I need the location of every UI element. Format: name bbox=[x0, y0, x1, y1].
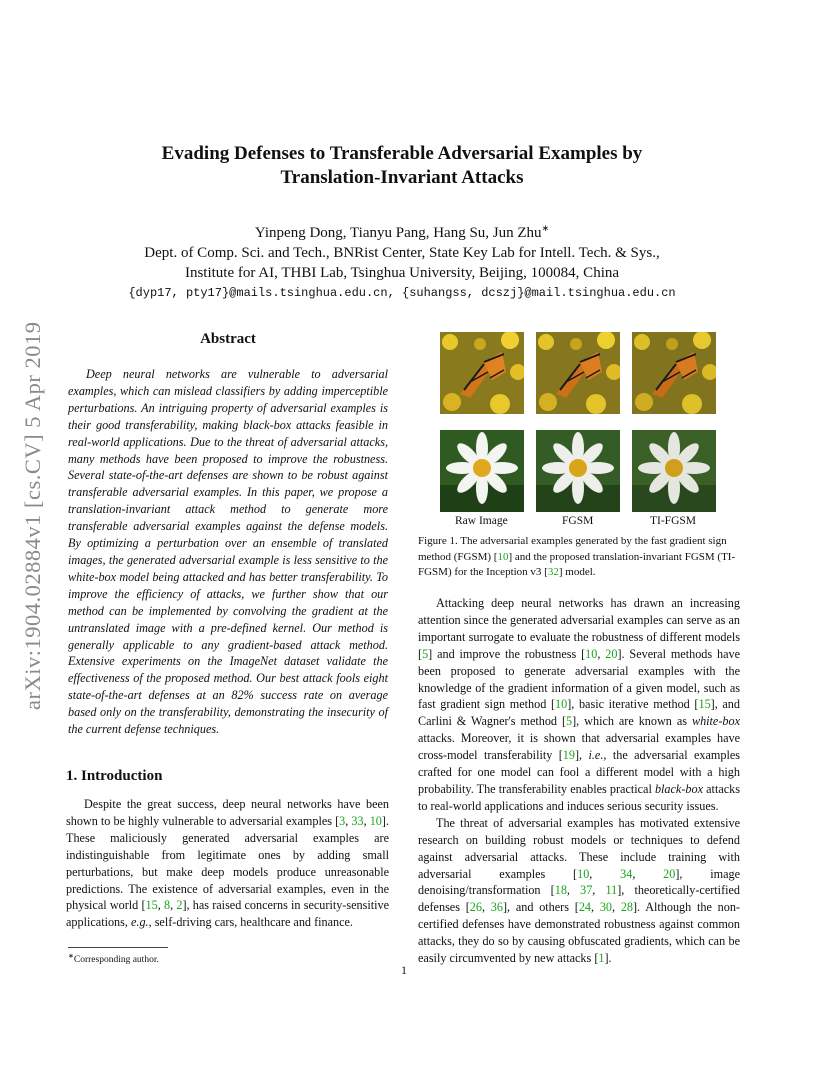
citation-link[interactable]: 1 bbox=[598, 951, 605, 966]
author-names-line bbox=[100, 218, 704, 243]
text-run: , self-driving cars, healthcare and finance. bbox=[148, 915, 353, 930]
author-block bbox=[100, 218, 704, 303]
citation-link[interactable]: 2 bbox=[176, 898, 183, 913]
arxiv-sidebar-stamp bbox=[14, 290, 52, 710]
label-fgsm: FGSM bbox=[562, 515, 594, 527]
footnote-text: Corresponding author. bbox=[73, 955, 159, 966]
affiliation-1: Dept. of Comp. Sci. and Tech., BNRist Center, State Key Lab for Intell. Tech. & Sys., bbox=[144, 245, 660, 261]
text-run: ], has raised concerns in security-sensitive applications, bbox=[66, 898, 390, 930]
right-paragraph-2: The threat of adversarial examples has motivated extensive research on building robust models or techniques to defend against adversarial attacks. These include training with adversarial examples [10, 34, 20], image denoising/transformation [18, 37, 11], theoretically-certified defenses [26, 36], and others [24, 30, 28]. Although the non-certified defenses have demonstrated robustness against common attacks, they do so by causing obfuscated gradients, which can be easily circumvented by new attacks [1]. bbox=[418, 815, 741, 966]
citation-link[interactable]: 15 bbox=[698, 697, 711, 712]
text-run: ], which are known as bbox=[572, 714, 692, 729]
author-emails: {dyp17, pty17}@mails.tsinghua.edu.cn, {suhangss, dcszj}@mail.tsinghua.edu.cn bbox=[128, 286, 676, 300]
text-run: ], and others [ bbox=[502, 900, 579, 915]
citation-link[interactable]: 5 bbox=[422, 646, 429, 661]
citation-link[interactable]: 24 bbox=[578, 900, 591, 915]
text-run: ], and Carlini & Wagner's method [ bbox=[418, 697, 740, 729]
right-column-body bbox=[418, 595, 740, 967]
text-run: ] and improve the robustness [ bbox=[428, 646, 586, 661]
page-number: 1 bbox=[401, 963, 407, 977]
citation-link[interactable]: 10 bbox=[369, 813, 382, 828]
figure-1-caption bbox=[418, 534, 740, 581]
footnote-star: ∗ bbox=[68, 952, 74, 960]
text-run: ]. Although the non-certified defenses have demonstrated robustness against common attacks, they do so by causing obfuscated gradients, which can be easily circumvented by new attacks [ bbox=[418, 900, 740, 966]
text-run: ]. Several methods have been proposed to generate adversarial examples with the knowledge of the gradient information of a given model, such as fast gradient sign method [ bbox=[418, 646, 740, 712]
citation-link[interactable]: 32 bbox=[547, 566, 559, 578]
white-box-italic: white-box bbox=[691, 714, 740, 729]
introduction-paragraph-1: Despite the great success, deep neural networks have been shown to be highly vulnerable to adversarial examples [3, 33, 10]. These maliciously generated adversarial examples are indistinguishable from legitimate ones by adding small perturbations, but make deep models produce unreasonable predictions. The existence of adversarial examples, even in the physical world [15, 8, 2], has raised concerns in security-sensitive applications, e.g., self-driving cars, healthcare and finance. bbox=[66, 797, 390, 930]
text-run: ]. These maliciously generated adversarial examples are indistinguishable from legitimate ones by adding small perturbations, but make deep models produce unreasonable predictions. The existence of adversarial examples, even in the physical world [ bbox=[66, 813, 389, 913]
text-run: ], basic iterative method [ bbox=[567, 697, 699, 712]
right-paragraph-1: Attacking deep neural networks has drawn an increasing attention since the generated adversarial examples can serve as an important surrogate to evaluate the robustness of different models [5] and improve the robustness [10, 20]. Several methods have been proposed to generate adversarial examples with the knowledge of the gradient information of a given model, such as fast gradient sign method [10], basic iterative method [15], and Carlini & Wagner's method [5], which are known as white-box attacks. Moreover, it is shown that adversarial examples have cross-model transferability [19], i.e., the adversarial examples crafted for one model can fool a different model with a high probability. The transferability enables practical black-box attacks to real-world applications and induces serious security issues. bbox=[418, 596, 741, 813]
author-names: Yinpeng Dong, Tianyu Pang, Hang Su, Jun Zhu bbox=[254, 225, 542, 241]
ie-italic: i.e. bbox=[588, 748, 604, 763]
citation-link[interactable]: 18 bbox=[554, 883, 567, 898]
text-run: ], theoretically-certified defenses [ bbox=[418, 883, 741, 915]
citation-link[interactable]: 10 bbox=[577, 866, 590, 881]
eg-italic: e.g. bbox=[130, 915, 149, 930]
author-star: ∗ bbox=[541, 223, 550, 233]
citation-link[interactable]: 5 bbox=[566, 714, 573, 729]
text-run: Figure 1. The adversarial examples generated by the fast gradient sign method (FGSM) [ bbox=[418, 535, 727, 563]
paper-title bbox=[100, 142, 704, 190]
citation-link[interactable]: 26 bbox=[469, 900, 482, 915]
text-run: attacks to real-world applications and induces serious security issues. bbox=[418, 781, 740, 813]
label-raw-image: Raw Image bbox=[455, 515, 508, 527]
citation-link[interactable]: 3 bbox=[339, 813, 346, 828]
text-run: ], image denoising/transformation [ bbox=[418, 866, 740, 898]
text-run: ], bbox=[574, 748, 589, 763]
text-run: , the adversarial examples crafted for one model can fool a different model with a high probability. The transferability enables practical bbox=[418, 748, 741, 796]
citation-link[interactable]: 33 bbox=[351, 813, 364, 828]
butterfly-ti-fgsm-image bbox=[632, 332, 716, 414]
citation-link[interactable]: 19 bbox=[562, 748, 575, 763]
text-run: attacks. Moreover, it is shown that adversarial examples have cross-model transferability [ bbox=[418, 731, 740, 763]
citation-link[interactable]: 36 bbox=[490, 900, 503, 915]
citation-link[interactable]: 28 bbox=[620, 900, 633, 915]
citation-link[interactable]: 10 bbox=[497, 550, 509, 563]
citation-link[interactable]: 20 bbox=[605, 646, 618, 661]
citation-link[interactable]: 10 bbox=[555, 697, 568, 712]
footnote bbox=[68, 952, 159, 965]
label-ti-fgsm: TI-FGSM bbox=[650, 515, 697, 527]
title-line-1: Evading Defenses to Transferable Adversarial Examples by bbox=[161, 143, 643, 164]
title-line-2: Translation-Invariant Attacks bbox=[280, 167, 524, 188]
text-run: The threat of adversarial examples has motivated extensive research on building robust models or techniques to defend against adversarial attacks. These include training with adversarial examples [ bbox=[418, 815, 740, 881]
affiliation-2: Institute for AI, THBI Lab, Tsinghua University, Beijing, 100084, China bbox=[184, 265, 620, 281]
citation-link[interactable]: 15 bbox=[145, 898, 158, 913]
citation-link[interactable]: 10 bbox=[585, 646, 598, 661]
text-run: ] and the proposed translation-invariant FGSM (TI-FGSM) for the Inception v3 [ bbox=[418, 550, 736, 578]
text-run: Attacking deep neural networks has drawn an increasing attention since the generated adversarial examples can serve as an important surrogate to evaluate the robustness of different models [ bbox=[418, 596, 740, 661]
daisy-raw-image bbox=[440, 430, 524, 512]
text-run: Despite the great success, deep neural networks have been shown to be highly vulnerable to adversarial examples [ bbox=[66, 797, 389, 828]
black-box-italic: black-box bbox=[654, 781, 704, 796]
arxiv-id: arXiv:1904.02884v1 [cs.CV] 5 Apr 2019 bbox=[20, 321, 45, 710]
figure-1-image-grid bbox=[440, 332, 740, 512]
daisy-fgsm-image bbox=[536, 430, 620, 512]
footnote-rule bbox=[68, 947, 168, 948]
citation-link[interactable]: 34 bbox=[620, 866, 633, 881]
abstract-heading: Abstract bbox=[200, 331, 256, 347]
introduction-body bbox=[66, 796, 389, 931]
butterfly-raw-image bbox=[440, 332, 524, 414]
citation-link[interactable]: 20 bbox=[663, 866, 676, 881]
citation-link[interactable]: 8 bbox=[163, 898, 171, 913]
abstract-body bbox=[68, 366, 388, 738]
abstract-text: Deep neural networks are vulnerable to adversarial examples, which can mislead classifiers by adding imperceptible perturbations. An intriguing property of adversarial examples is their good transferability, making black-box attacks feasible in real-world applications. Due to the threat of adversarial attacks, many methods have been proposed to improve the robustness. Several state-of-the-art defenses are shown to be robust against transferable adversarial examples. In this paper, we propose a translation-invariant attack method to generate more transferable adversarial examples against the defense models. By optimizing a perturbation over an ensemble of translated images, the generated adversarial example is less sensitive to the white-box model being attacked and has better transferability. To improve the efficiency of attacks, we further show that our method can be implemented by convolving the gradient at the untranslated image with a pre-defined kernel. Our method is generally applicable to any gradient-based attack method. Extensive experiments on the ImageNet dataset validate the effectiveness of the proposed method. Our best attack fools eight state-of-the-art defenses at an 82% success rate on average based only on the transferability, demonstrating the insecurity of the current defense techniques. bbox=[68, 367, 388, 737]
citation-link[interactable]: 30 bbox=[599, 900, 612, 915]
daisy-ti-fgsm-image bbox=[632, 430, 716, 512]
citation-link[interactable]: 37 bbox=[580, 883, 593, 898]
introduction-heading: 1. Introduction bbox=[66, 768, 163, 784]
butterfly-fgsm-image bbox=[536, 332, 620, 414]
text-run: ] model. bbox=[558, 566, 596, 578]
text-run: ]. bbox=[604, 951, 612, 966]
citation-link[interactable]: 11 bbox=[605, 883, 618, 898]
